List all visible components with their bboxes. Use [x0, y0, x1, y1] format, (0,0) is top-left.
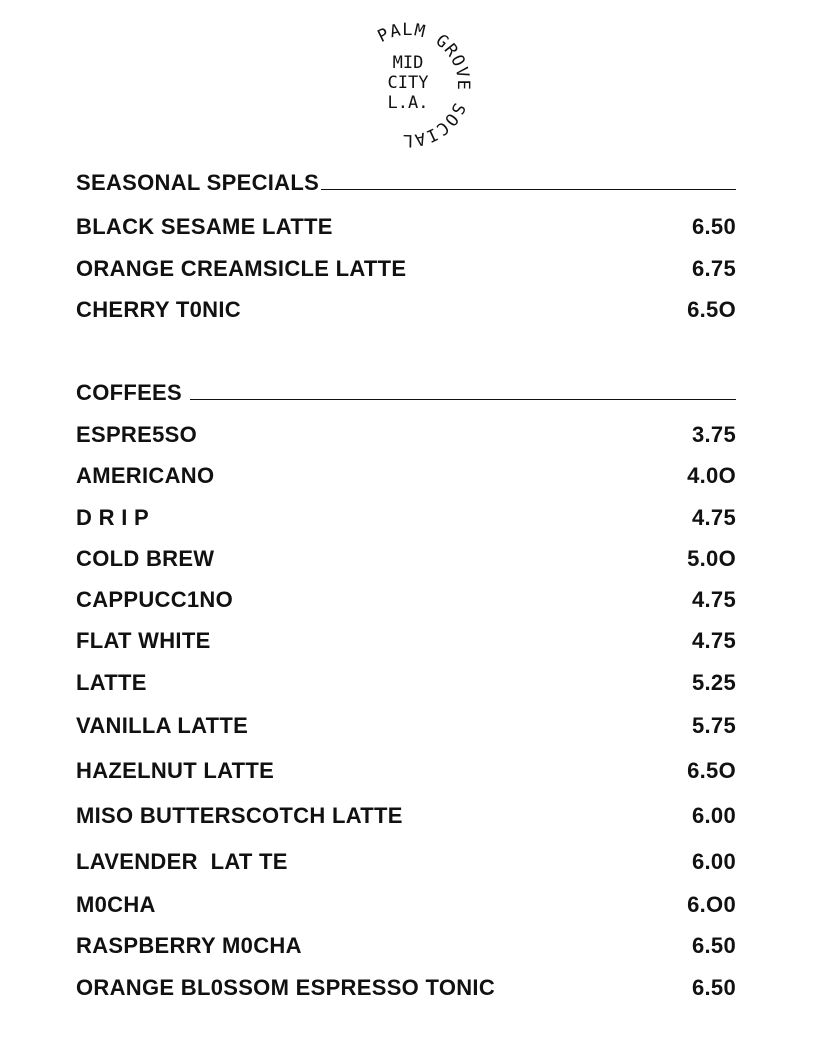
item-price: 6.75 — [691, 256, 736, 281]
section-title: COFFEES — [76, 380, 182, 405]
logo-seal — [335, 12, 481, 158]
menu-item — [76, 505, 736, 531]
section-header-seasonal-specials — [76, 170, 736, 196]
menu-item — [76, 256, 736, 282]
item-price: 4.75 — [691, 587, 736, 612]
item-price: 4.0O — [687, 463, 736, 488]
item-price: 6.5O — [687, 758, 736, 783]
item-price: 6.00 — [691, 849, 736, 874]
item-name: ESPRE5SO — [76, 422, 198, 447]
menu-item — [76, 713, 736, 739]
item-name: CHERRY T0NIC — [76, 297, 241, 322]
item-price: 5.75 — [691, 713, 736, 738]
logo-line-1: MID — [392, 53, 424, 73]
menu-item — [76, 849, 736, 875]
item-name: CAPPUCC1NO — [76, 587, 234, 612]
menu-item — [76, 463, 736, 489]
item-price: 6.50 — [691, 933, 736, 958]
item-name: AMERICANO — [76, 463, 215, 488]
item-price: 6.00 — [691, 803, 736, 828]
item-price: 5.0O — [687, 546, 736, 571]
item-price: 6.O0 — [687, 892, 736, 917]
item-name: ORANGE CREAMSICLE LATTE — [76, 256, 407, 281]
item-name: FLAT WHITE — [76, 628, 211, 653]
item-name: ORANGE BL0SSOM ESPRESSO TONIC — [76, 975, 496, 1000]
item-price: 6.50 — [691, 214, 736, 239]
item-name: M0CHA — [76, 892, 156, 917]
menu-item — [76, 803, 736, 829]
section-rule — [321, 171, 736, 190]
menu-item — [76, 587, 736, 613]
menu-item — [76, 628, 736, 654]
item-price: 3.75 — [691, 422, 736, 447]
logo-ring-text: PALM GROVE SOCIAL — [374, 19, 474, 151]
menu-item — [76, 214, 736, 240]
item-name: RASPBERRY M0CHA — [76, 933, 302, 958]
menu-item — [76, 546, 736, 572]
section-rule — [190, 381, 736, 400]
item-price: 6.50 — [691, 975, 736, 1000]
logo-line-3: L.A. — [387, 93, 429, 113]
menu-item — [76, 422, 736, 448]
item-name: BLACK SESAME LATTE — [76, 214, 333, 239]
item-name: COLD BREW — [76, 546, 215, 571]
item-name: HAZELNUT LATTE — [76, 758, 275, 783]
menu-item — [76, 975, 736, 1001]
section-header-coffees — [76, 380, 736, 406]
section-title: SEASONAL SPECIALS — [76, 170, 320, 195]
menu-item — [76, 758, 736, 784]
menu-item — [76, 670, 736, 696]
item-name: VANILLA LATTE — [76, 713, 249, 738]
logo-line-2: CITY — [387, 73, 429, 93]
item-name: MISO BUTTERSCOTCH LATTE — [76, 803, 403, 828]
item-price: 4.75 — [691, 628, 736, 653]
menu-item — [76, 892, 736, 918]
item-price: 5.25 — [691, 670, 736, 695]
item-name: LAVENDER LAT TE — [76, 849, 288, 874]
item-price: 6.5O — [687, 297, 736, 322]
item-name: LATTE — [76, 670, 147, 695]
menu-item — [76, 933, 736, 959]
item-name: D R I P — [76, 505, 149, 530]
item-price: 4.75 — [691, 505, 736, 530]
palm-grove-social-logo — [335, 12, 481, 158]
menu-item — [76, 297, 736, 323]
